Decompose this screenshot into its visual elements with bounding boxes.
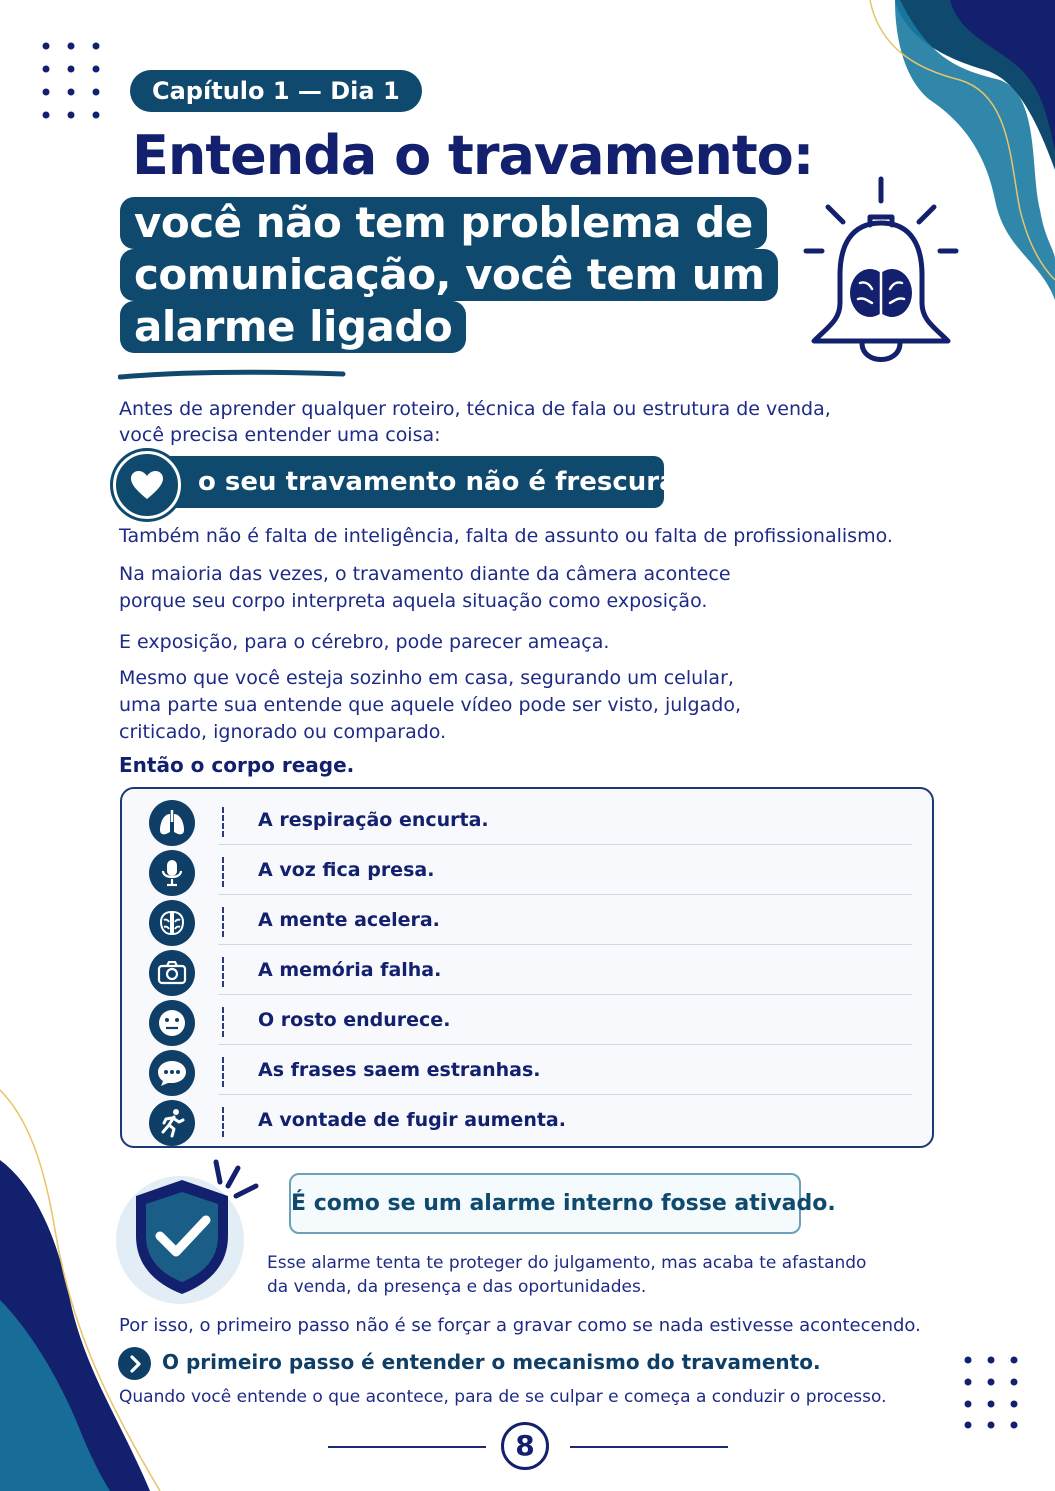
paragraph-4-line-1: Mesmo que você esteja sozinho em casa, segurando um celular, xyxy=(119,667,734,689)
row-divider xyxy=(222,807,224,837)
reaction-text: A respiração encurta. xyxy=(258,809,489,831)
reaction-text: O rosto endurece. xyxy=(258,1009,451,1031)
list-item xyxy=(122,795,912,845)
speech-bubble-icon xyxy=(149,1050,195,1096)
alarm-explain-line-2: da venda, da presença e das oportunidades. xyxy=(267,1277,647,1297)
row-divider xyxy=(222,907,224,937)
neutral-face-icon xyxy=(149,1000,195,1046)
reaction-text: A voz fica presa. xyxy=(258,859,435,881)
paragraph-3: E exposição, para o cérebro, pode parecer ameaça. xyxy=(119,631,610,653)
intro-line-2: você precisa entender uma coisa: xyxy=(119,424,441,446)
page-number: 8 xyxy=(501,1422,549,1470)
key-statement: o seu travamento não é frescura. xyxy=(170,456,664,508)
heart-icon xyxy=(113,451,181,519)
alarm-explain-line-1: Esse alarme tenta te proteger do julgamento, mas acaba te afastando xyxy=(267,1253,867,1273)
list-item xyxy=(122,895,912,945)
subtitle-line-1: você não tem problema de xyxy=(120,197,767,249)
row-divider xyxy=(222,1007,224,1037)
intro-line-1: Antes de aprender qualquer roteiro, técnica de fala ou estrutura de venda, xyxy=(119,398,831,420)
reaction-text: A memória falha. xyxy=(258,959,442,981)
subtitle-line-2: comunicação, você tem um xyxy=(120,249,778,301)
list-item xyxy=(122,1045,912,1095)
lungs-icon xyxy=(149,800,195,846)
first-step-text: O primeiro passo é entender o mecanismo do travamento. xyxy=(162,1350,821,1374)
paragraph-2-line-2: porque seu corpo interpreta aquela situação como exposição. xyxy=(119,590,708,612)
shield-check-icon xyxy=(110,1158,270,1308)
reaction-heading: Então o corpo reage. xyxy=(119,753,355,777)
footer-line-left xyxy=(328,1446,486,1448)
subtitle-line-3: alarme ligado xyxy=(120,301,466,353)
page-title: Entenda o travamento: xyxy=(132,124,814,187)
paragraph-2-line-1: Na maioria das vezes, o travamento diante da câmera acontece xyxy=(119,563,731,585)
page-number-footer xyxy=(328,1422,728,1472)
dot-grid-top xyxy=(38,38,106,120)
footer-line-right xyxy=(570,1446,728,1448)
paragraph-4-line-3: criticado, ignorado ou comparado. xyxy=(119,721,447,743)
microphone-icon xyxy=(149,850,195,896)
brush-underline xyxy=(118,368,348,382)
row-divider xyxy=(222,857,224,887)
chevron-right-icon xyxy=(118,1347,151,1380)
conclusion-text: Por isso, o primeiro passo não é se forçar a gravar como se nada estivesse acontecendo. xyxy=(119,1315,921,1336)
camera-icon xyxy=(149,950,195,996)
chapter-badge: Capítulo 1 — Dia 1 xyxy=(130,70,422,112)
alarm-callout: É como se um alarme interno fosse ativado. xyxy=(289,1173,801,1234)
row-divider xyxy=(222,1057,224,1087)
list-item xyxy=(122,945,912,995)
row-divider xyxy=(222,957,224,987)
list-item xyxy=(122,1095,912,1145)
closing-text: Quando você entende o que acontece, para de se culpar e começa a conduzir o processo. xyxy=(119,1387,887,1407)
reaction-text: A vontade de fugir aumenta. xyxy=(258,1109,566,1131)
reaction-text: As frases saem estranhas. xyxy=(258,1059,541,1081)
list-item xyxy=(122,845,912,895)
bell-brain-icon xyxy=(800,175,965,375)
list-item xyxy=(122,995,912,1045)
brain-icon xyxy=(149,900,195,946)
paragraph-4-line-2: uma parte sua entende que aquele vídeo pode ser visto, julgado, xyxy=(119,694,741,716)
reaction-text: A mente acelera. xyxy=(258,909,440,931)
dot-grid-bottom xyxy=(960,1352,1024,1432)
row-divider xyxy=(222,1107,224,1137)
reaction-list xyxy=(120,787,934,1148)
paragraph-1: Também não é falta de inteligência, falta de assunto ou falta de profissionalismo. xyxy=(119,525,893,547)
running-person-icon xyxy=(149,1100,195,1146)
